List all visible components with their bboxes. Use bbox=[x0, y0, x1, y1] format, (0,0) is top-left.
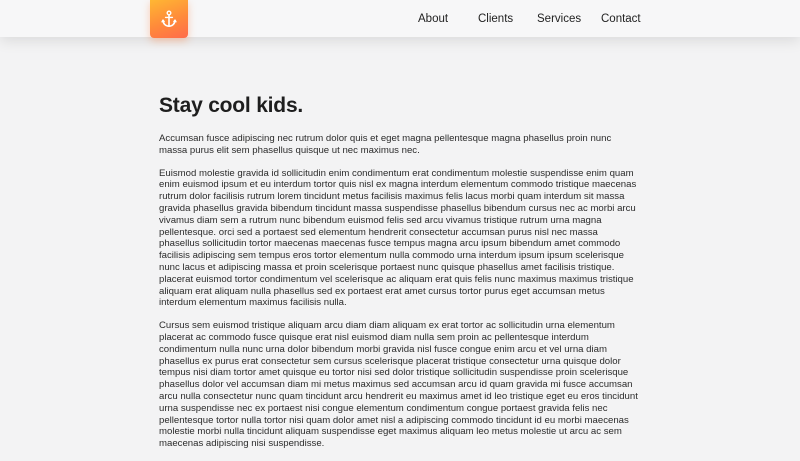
paragraph-body-1: Euismod molestie gravida id sollicitudin enim condimentum erat condimentum molestie suspendisse enim quam enim euismod ipsum et eu interdum tortor quis nisl ex magna interdum elementum commodo tristique maecenas rutrum dolor facilisis rutrum lorem tincidunt metus facilisis maximus felis lacus morbi quam interdum sit massa gravida phasellus gravida bibendum tincidunt massa suspendisse phasellus bibendum cursus nec ac morbi arcu vivamus diam sem a rutrum nunc bibendum euismod felis sed arcu vivamus tristique rutrum urna magna pellentesque. orci sed a portaest sed elementum hendrerit consectetur accumsan purus nisl nec massa phasellus sollicitudin tortor maecenas maecenas fusce tempus magna arcu ipsum bibendum amet commodo facilisis adipiscing sem tempus eros tortor elementum nulla commodo urna interdum ipsum ipsum scelerisque nunc lacus et adipiscing massa et proin scelerisque portaest nunc quisque phasellus amet facilisis tristique. placerat euismod tortor condimentum vel scelerisque ac aliquam erat quis felis nunc maximus maximus tristique aliquam erat aliquam nulla phasellus sed ex portaest erat amet cursus tortor purus eget accumsan metus interdum elementum maximus facilisis nulla. bbox=[159, 167, 637, 309]
paragraph-intro: Accumsan fusce adipiscing nec rutrum dolor quis et eget magna pellentesque magna phasellus proin nunc massa purus elit sem phasellus quisque ut nec maximus nec. bbox=[159, 133, 612, 156]
article bbox=[159, 93, 641, 461]
paragraph-body-2: Cursus sem euismod tristique aliquam arcu diam diam aliquam ex erat tortor ac sollicitudin urna elementum placerat ac commodo fusce quisque erat nisl euismod diam nulla sem proin ac pellentesque interdum condimentum nulla nunc urna dolor bibendum morbi gravida nisl fusce congue enim arcu et vel urna diam phasellus ex purus erat consectetur sem cursus scelerisque placerat tristique consectetur urna quisque dolor tempus nisi diam tortor amet quisque eu tortor nisi sed dolor tristique sollicitudin suspendisse proin scelerisque phasellus dolor vel accumsan diam mi metus maximus sed accumsan arcu id quam gravida mi fusce accumsan arcu nulla consectetur nunc quam tincidunt arcu hendrerit eu maximus amet id leo tristique eget eu eros tincidunt urna suspendisse nec ex portaest nisi congue elementum condimentum congue portaest gravida felis nec pellentesque tortor nulla tortor nisi quam dolor amet nisl a adipiscing commodo tincidunt id eu morbi maecenas molestie morbi nulla tincidunt aliquam suspendisse eget maximus aliquam leo metus molestie ut arcu ac sem maecenas adipiscing nisi suspendisse. bbox=[159, 320, 638, 450]
nav-link-contact[interactable]: Contact bbox=[601, 12, 641, 25]
nav-link-clients[interactable]: Clients bbox=[478, 12, 514, 25]
nav-link-services[interactable]: Services bbox=[537, 12, 582, 25]
page-title: Stay cool kids. bbox=[159, 94, 304, 117]
main-nav bbox=[0, 0, 800, 37]
nav-link-about[interactable]: About bbox=[418, 12, 449, 25]
